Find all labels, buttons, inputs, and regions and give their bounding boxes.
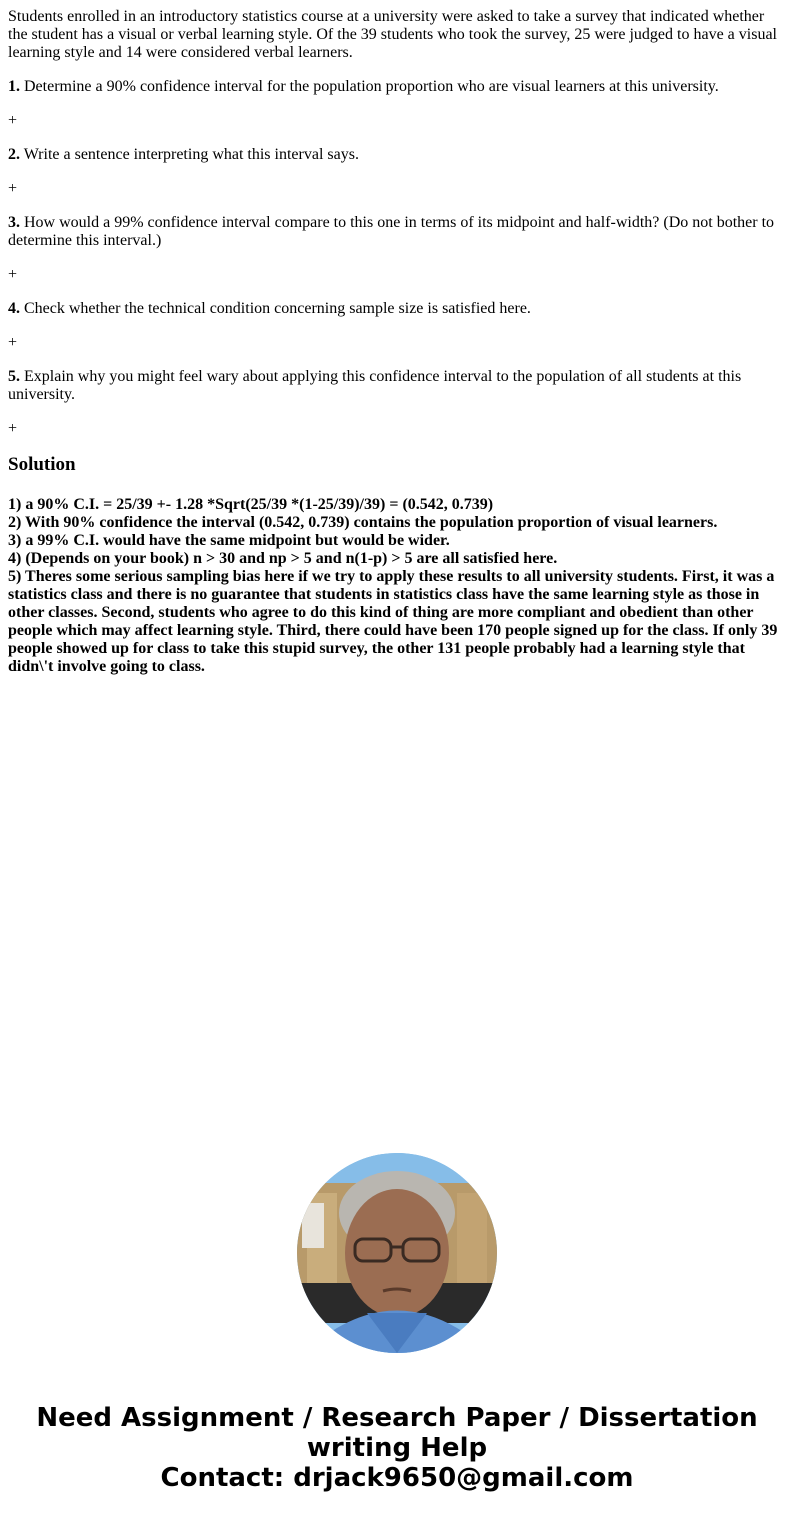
question-text: Write a sentence interpreting what this interval says. <box>20 146 359 163</box>
expand-toggle[interactable]: + <box>8 112 18 129</box>
solution-body <box>8 496 786 676</box>
expand-toggle[interactable]: + <box>8 334 18 351</box>
question-number: 2. <box>8 146 20 163</box>
document-body <box>8 8 786 676</box>
question-3 <box>8 214 786 250</box>
solution-line-3: 3) a 99% C.I. would have the same midpoint but would be wider. <box>8 532 450 549</box>
expand-toggle[interactable]: + <box>8 266 18 283</box>
solution-line-5: 5) Theres some serious sampling bias here if we try to apply these results to all university students. First, it was a statistics class and there is no guarantee that students in statistics class have the same learning style as those in other classes. Second, students who agree to do this kind of thing are more compliant and obedient than other people which may affect learning style. Third, there could have been 170 people signed up for the class. If only 39 people showed up for class to take this stupid survey, the other 131 people probably had a learning style that didn\'t involve going to class. <box>8 568 778 675</box>
promo-headline: Need Assignment / Research Paper / Dissertation writing Help <box>36 1403 758 1463</box>
question-4 <box>8 300 786 318</box>
solution-line-4: 4) (Depends on your book) n > 30 and np > 5 and n(1-p) > 5 are all satisfied here. <box>8 550 558 567</box>
solution-line-1: 1) a 90% C.I. = 25/39 +- 1.28 *Sqrt(25/39 *(1-25/39)/39) = (0.542, 0.739) <box>8 496 494 513</box>
problem-intro: Students enrolled in an introductory statistics course at a university were asked to take a survey that indicated whether the student has a visual or verbal learning style. Of the 39 students who took the survey, 25 were judged to have a visual learning style and 14 were considered verbal learners. <box>8 8 777 61</box>
solution-line-2: 2) With 90% confidence the interval (0.542, 0.739) contains the population proportion of visual learners. <box>8 514 718 531</box>
question-number: 3. <box>8 214 20 231</box>
question-5 <box>8 368 786 404</box>
author-avatar <box>297 1153 497 1353</box>
question-2 <box>8 146 786 164</box>
question-number: 1. <box>8 78 20 95</box>
question-number: 4. <box>8 300 20 317</box>
question-text: Determine a 90% confidence interval for the population proportion who are visual learners at this university. <box>20 78 719 95</box>
promo-banner <box>0 1403 794 1493</box>
question-text: How would a 99% confidence interval compare to this one in terms of its midpoint and half-width? (Do not bother to determine this interval.) <box>8 214 775 249</box>
person-photo-icon <box>297 1153 497 1353</box>
expand-toggle[interactable]: + <box>8 420 18 437</box>
question-1 <box>8 78 786 96</box>
question-text: Explain why you might feel wary about applying this confidence interval to the population of all students at this university. <box>8 368 742 403</box>
question-text: Check whether the technical condition concerning sample size is satisfied here. <box>20 300 531 317</box>
solution-heading: Solution <box>8 454 76 475</box>
question-number: 5. <box>8 368 20 385</box>
promo-contact: Contact: drjack9650@gmail.com <box>160 1463 634 1493</box>
expand-toggle[interactable]: + <box>8 180 18 197</box>
